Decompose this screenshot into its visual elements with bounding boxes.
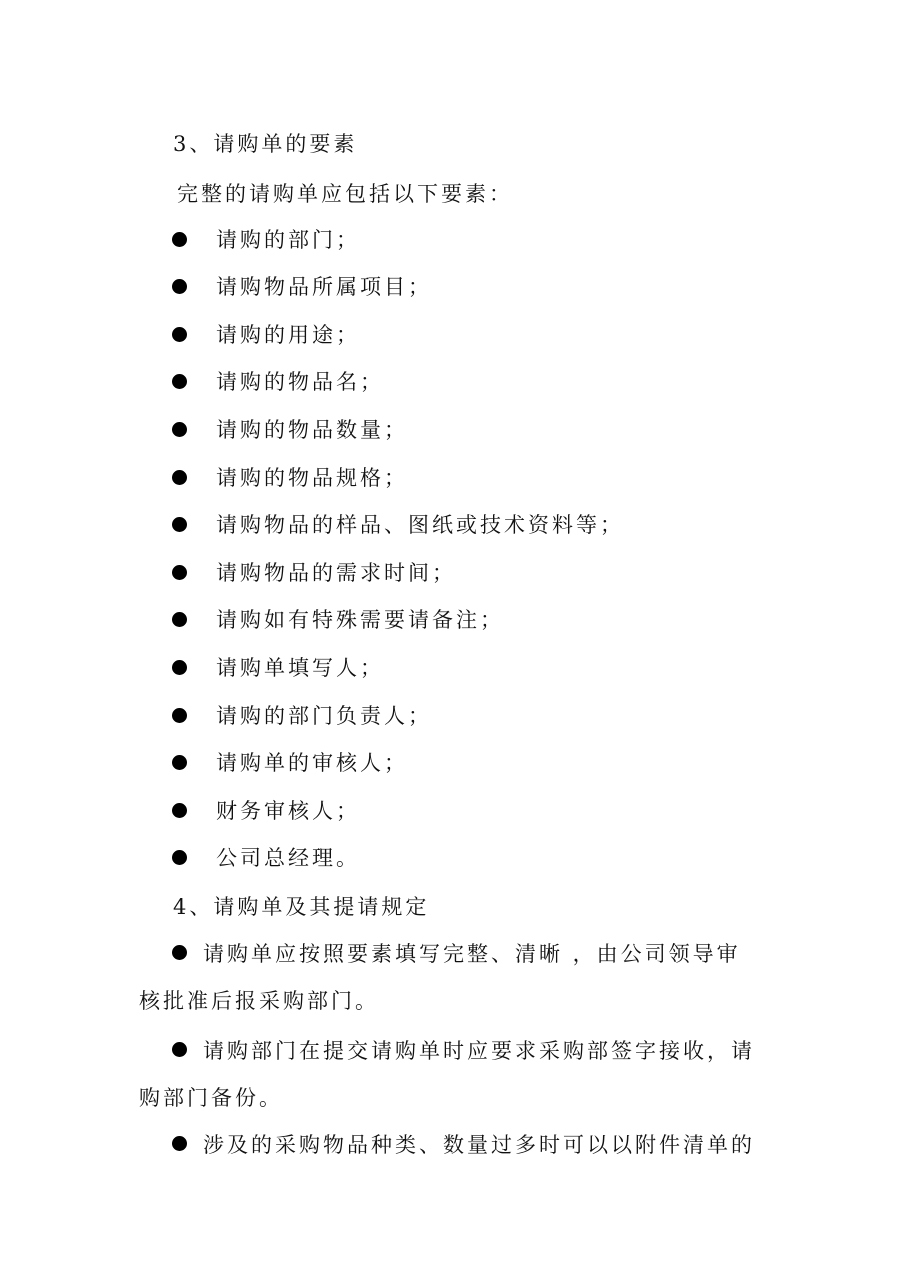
- paragraph-text: 涉及的采购物品种类、数量过多时可以以附件清单的: [203, 1133, 755, 1157]
- section-3-heading: 3、请购单的要素: [173, 132, 358, 156]
- list-item-text: 请购如有特殊需要请备注；: [216, 608, 504, 632]
- bullet-icon: [172, 565, 187, 580]
- list-item-text: 请购的物品数量；: [216, 418, 408, 442]
- paragraph-line: [172, 1131, 755, 1159]
- bullet-icon: [172, 470, 187, 485]
- bullet-icon: [172, 279, 187, 294]
- bullet-icon: [172, 945, 187, 960]
- bullet-icon: [172, 803, 187, 818]
- paragraph-continuation: 购部门备份。: [139, 1086, 283, 1110]
- paragraph-line: [172, 940, 741, 968]
- list-item-text: 公司总经理。: [216, 846, 360, 870]
- bullet-icon: [172, 755, 187, 770]
- bullet-icon: [172, 850, 187, 865]
- list-item-text: 请购单填写人；: [216, 656, 384, 680]
- bullet-icon: [172, 232, 187, 247]
- list-item-text: 请购的部门；: [216, 228, 360, 252]
- bullet-icon: [172, 708, 187, 723]
- paragraph-continuation: 核批准后报采购部门。: [139, 989, 379, 1013]
- bullet-icon: [172, 1136, 187, 1151]
- section-3-intro: 完整的请购单应包括以下要素：: [177, 182, 513, 206]
- paragraph-text: 请购单应按照要素填写完整、清晰 ，由公司领导审: [203, 942, 741, 966]
- paragraph-text: 请购部门在提交请购单时应要求采购部签字接收，请: [203, 1039, 755, 1063]
- bullet-icon: [172, 374, 187, 389]
- bullet-icon: [172, 612, 187, 627]
- list-item-text: 请购的部门负责人；: [216, 704, 432, 728]
- list-item-text: 请购的用途；: [216, 323, 360, 347]
- list-item-text: 请购物品的样品、图纸或技术资料等；: [216, 513, 624, 537]
- list-item-text: 请购物品所属项目；: [216, 275, 432, 299]
- list-item-text: 请购的物品名；: [216, 370, 384, 394]
- bullet-icon: [172, 327, 187, 342]
- bullet-icon: [172, 517, 187, 532]
- section-4-heading: 4、请购单及其提请规定: [173, 895, 430, 919]
- bullet-icon: [172, 660, 187, 675]
- bullet-icon: [172, 422, 187, 437]
- list-item-text: 财务审核人；: [216, 799, 360, 823]
- paragraph-line: [172, 1037, 755, 1065]
- list-item-text: 请购物品的需求时间；: [216, 561, 456, 585]
- bullet-icon: [172, 1042, 187, 1057]
- list-item-text: 请购单的审核人；: [216, 751, 408, 775]
- list-item-text: 请购的物品规格；: [216, 466, 408, 490]
